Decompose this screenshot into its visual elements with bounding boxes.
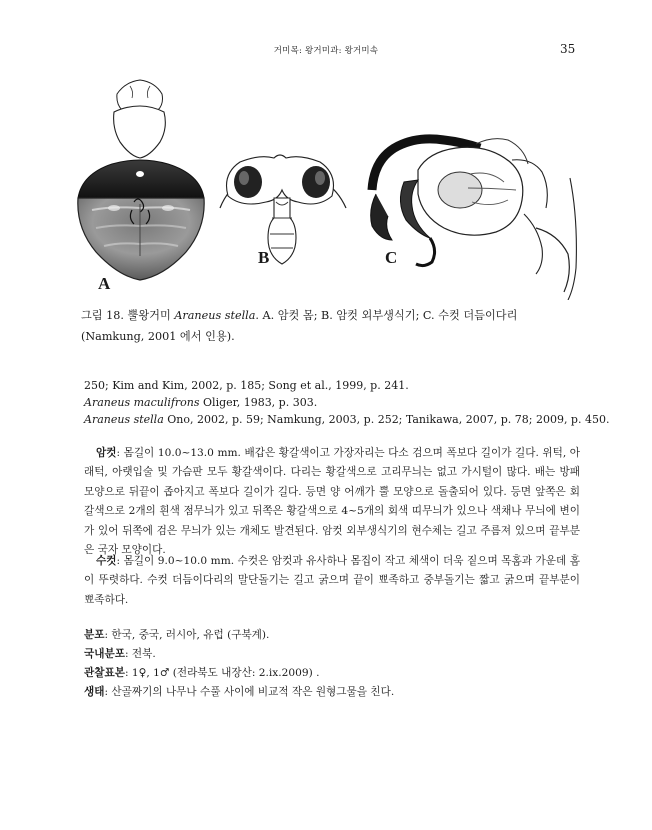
synonymy-line: Araneus stella Ono, 2002, p. 59; Namkung, 2003, p. 252; Tanikawa, 2007, p. 78; 2009, p. 450.: [84, 413, 610, 426]
figure-caption: [81, 305, 581, 347]
male-description: [84, 552, 580, 610]
figure-illustration: [72, 78, 582, 300]
panel-label-c: C: [385, 248, 398, 267]
panel-a-drawing: [78, 80, 204, 280]
ecology: 생태: 산골짜기의 나무나 수풀 사이에 비교적 작은 원형그물을 친다.: [84, 686, 395, 698]
synonymy-line: 250; Kim and Kim, 2002, p. 185; Song et al., 1999, p. 241.: [84, 379, 409, 392]
panel-b-drawing: [220, 155, 346, 264]
panel-label-b: B: [258, 248, 270, 267]
distribution: 분포: 한국, 중국, 러시아, 유럽 (구북계).: [84, 629, 270, 641]
panel-label-a: A: [98, 274, 111, 293]
page-number: 35: [560, 42, 576, 56]
synonymy-line: Araneus maculifrons Oliger, 1983, p. 303.: [84, 396, 318, 409]
examined-specimens: 관찰표본: 1♀, 1♂ (전라북도 내장산: 2.ix.2009) .: [84, 667, 320, 679]
female-text: : 몸길이 10.0~13.0 mm. 배갑은 황갈색이고 가장자리는 다소 검으며 폭보다 길이가 길다. 위턱, 아래턱, 아랫입술 및 가슴판 모두 황갈색이다. 다리는 황갈색으로 고리무늬는 없고 가시털이 많다. 배는 방패 모양으로 뒤끝이 좁아지고 폭보다 길이가 길다. 등면 양 어깨가 뿔 모양으로 돌출되어 있다. 등면 앞쪽은 회갈색으로 2개의 흰색 점무늬가 있고 뒤쪽은 황갈색으로 4~5개의 회색 띠무늬가 있으나 색채나 무늬에 변이가 있어 뒤쪽에 검은 무늬가 있는 개체도 발견된다. 암컷 외부생식기의 현수체는 길고 주름져 있으며 끝부분은 국자 모양이다.: [84, 447, 580, 557]
figure-18: [72, 78, 582, 300]
caption-prefix: 그림 18. 뿔왕거미: [81, 309, 175, 322]
female-label: 암컷: [96, 447, 117, 459]
male-label: 수컷: [96, 555, 117, 567]
caption-rest: . A. 암컷 몸; B. 암컷 외부생식기; C. 수컷 더듬이다리 (Namkung, 2001 에서 인용).: [81, 309, 518, 343]
female-description: [84, 444, 580, 560]
korean-distribution: 국내분포: 전북.: [84, 648, 156, 660]
caption-species: Araneus stella: [174, 309, 256, 322]
male-text: : 몸길이 9.0~10.0 mm. 수컷은 암컷과 유사하나 몸집이 작고 체색이 더욱 짙으며 목홈과 가운데 홈이 뚜렷하다. 수컷 더듬이다리의 말단돌기는 길고 굵으며 끝이 뾰족하고 중부돌기는 짧고 굵으며 끝부분이 뾰족하다.: [84, 555, 580, 606]
running-head: 거미목: 왕거미과: 왕거미속: [273, 46, 379, 56]
panel-c-drawing: [371, 139, 577, 300]
